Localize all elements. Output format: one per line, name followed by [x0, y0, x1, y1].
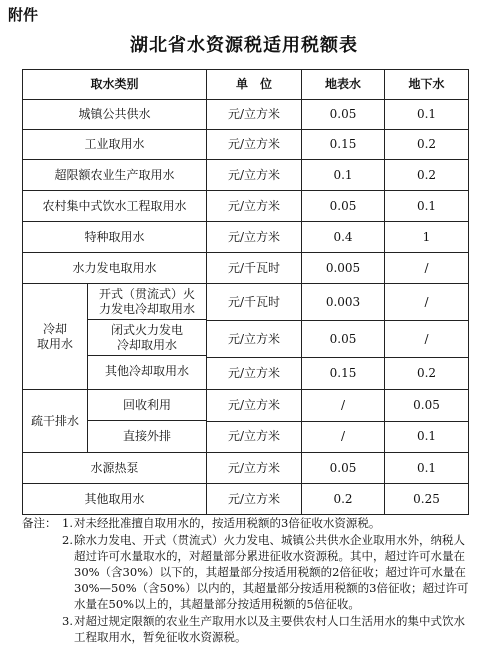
- unit-cell: 元/立方米: [207, 390, 302, 422]
- ground-cell: /: [385, 253, 469, 284]
- category-cell: 特种取用水: [23, 222, 207, 253]
- ground-cell: /: [385, 321, 469, 358]
- ground-cell: 0.1: [385, 421, 469, 453]
- category-cell: 水力发电取用水: [23, 253, 207, 284]
- table-row: [23, 160, 469, 191]
- ground-cell: 0.2: [385, 160, 469, 191]
- unit-cell: 元/立方米: [207, 321, 302, 358]
- drainage-group-cell: [23, 390, 207, 453]
- table-row: [23, 284, 469, 321]
- header-surface: 地表水: [302, 70, 385, 100]
- attachment-label: 附件: [8, 6, 39, 24]
- page-title: 湖北省水资源税适用税额表: [130, 35, 358, 56]
- ground-cell: 0.2: [385, 358, 469, 390]
- unit-cell: 元/立方米: [207, 453, 302, 484]
- note-item: [62, 532, 472, 612]
- category-cell: 城镇公共供水: [23, 100, 207, 130]
- sub-category-cell: 其他冷却取用水: [104, 364, 189, 378]
- note-item: [62, 613, 472, 645]
- category-cell: 超限额农业生产取用水: [23, 160, 207, 191]
- unit-cell: 元/千瓦时: [207, 253, 302, 284]
- ground-cell: 0.1: [385, 191, 469, 222]
- ground-cell: 0.2: [385, 130, 469, 160]
- header-category: 取水类别: [23, 70, 207, 100]
- notes-section: [22, 515, 472, 646]
- surface-cell: 0.005: [302, 253, 385, 284]
- category-cell: 水源热泵: [23, 453, 207, 484]
- surface-cell: /: [302, 390, 385, 422]
- unit-cell: 元/立方米: [207, 100, 302, 130]
- unit-cell: 元/立方米: [207, 130, 302, 160]
- ground-cell: 0.05: [385, 390, 469, 422]
- note-number: 2.: [62, 533, 73, 547]
- note-number: 1.: [62, 516, 73, 530]
- surface-cell: 0.2: [302, 484, 385, 515]
- note-number: 3.: [62, 614, 73, 628]
- table-row: [23, 390, 469, 422]
- table-row: [23, 484, 469, 515]
- ground-cell: 0.1: [385, 453, 469, 484]
- header-unit: 单 位: [207, 70, 302, 100]
- note-text: 对未经批准擅自取用水的，按适用税额的3倍征收水资源税。: [74, 516, 381, 530]
- sub-category-cell: 回收利用: [88, 390, 206, 421]
- tax-rate-table: [22, 69, 469, 515]
- unit-cell: 元/立方米: [207, 421, 302, 453]
- note-item: [62, 515, 472, 531]
- surface-cell: 0.05: [302, 321, 385, 358]
- table-row: [23, 130, 469, 160]
- surface-cell: 0.003: [302, 284, 385, 321]
- unit-cell: 元/立方米: [207, 222, 302, 253]
- table-row: [23, 453, 469, 484]
- unit-cell: 元/立方米: [207, 484, 302, 515]
- sub-category-cell: 直接外排: [122, 429, 171, 443]
- category-cell: 其他取用水: [23, 484, 207, 515]
- ground-cell: 1: [385, 222, 469, 253]
- sub-category-cell: 开式（贯流式）火 力发电冷却取用水: [88, 284, 206, 320]
- cooling-group-label: 冷却 取用水: [36, 321, 73, 351]
- note-text: 除水力发电、开式（贯流式）火力发电、城镇公共供水企业取用水外，纳税人超过许可水量取水的，对超量部分累进征收水资源税。其中，超过许可水量在30%（含30%）以下的，其超量部分按适用税额的2倍征收；超过许可水量在30%—50%（含50%）以内的，其超量部分按适用税额的3倍征收；超过许可水量在50%以上的，其超量部分按适用税额的5倍征收。: [74, 533, 469, 611]
- category-cell: 农村集中式饮水工程取用水: [23, 191, 207, 222]
- surface-cell: 0.15: [302, 130, 385, 160]
- surface-cell: 0.05: [302, 453, 385, 484]
- unit-cell: 元/千瓦时: [207, 284, 302, 321]
- unit-cell: 元/立方米: [207, 160, 302, 191]
- drainage-group-label: 疏干排水: [30, 413, 79, 428]
- surface-cell: 0.1: [302, 160, 385, 191]
- sub-category-cell: 闭式火力发电 冷却取用水: [88, 320, 206, 356]
- table-row: [23, 222, 469, 253]
- note-text: 对超过规定限额的农业生产取用水以及主要供农村人口生活用水的集中式饮水工程取用水，暂免征收水资源税。: [74, 614, 465, 644]
- table-row: [23, 191, 469, 222]
- ground-cell: 0.1: [385, 100, 469, 130]
- ground-cell: 0.25: [385, 484, 469, 515]
- table-row: [23, 253, 469, 284]
- surface-cell: 0.15: [302, 358, 385, 390]
- cooling-group-cell: [23, 284, 207, 390]
- table-header-row: [23, 70, 469, 100]
- table-row: [23, 100, 469, 130]
- surface-cell: /: [302, 421, 385, 453]
- notes-label: 备注：: [22, 516, 57, 530]
- surface-cell: 0.05: [302, 191, 385, 222]
- surface-cell: 0.05: [302, 100, 385, 130]
- ground-cell: /: [385, 284, 469, 321]
- surface-cell: 0.4: [302, 222, 385, 253]
- unit-cell: 元/立方米: [207, 358, 302, 390]
- unit-cell: 元/立方米: [207, 191, 302, 222]
- header-ground: 地下水: [385, 70, 469, 100]
- category-cell: 工业取用水: [23, 130, 207, 160]
